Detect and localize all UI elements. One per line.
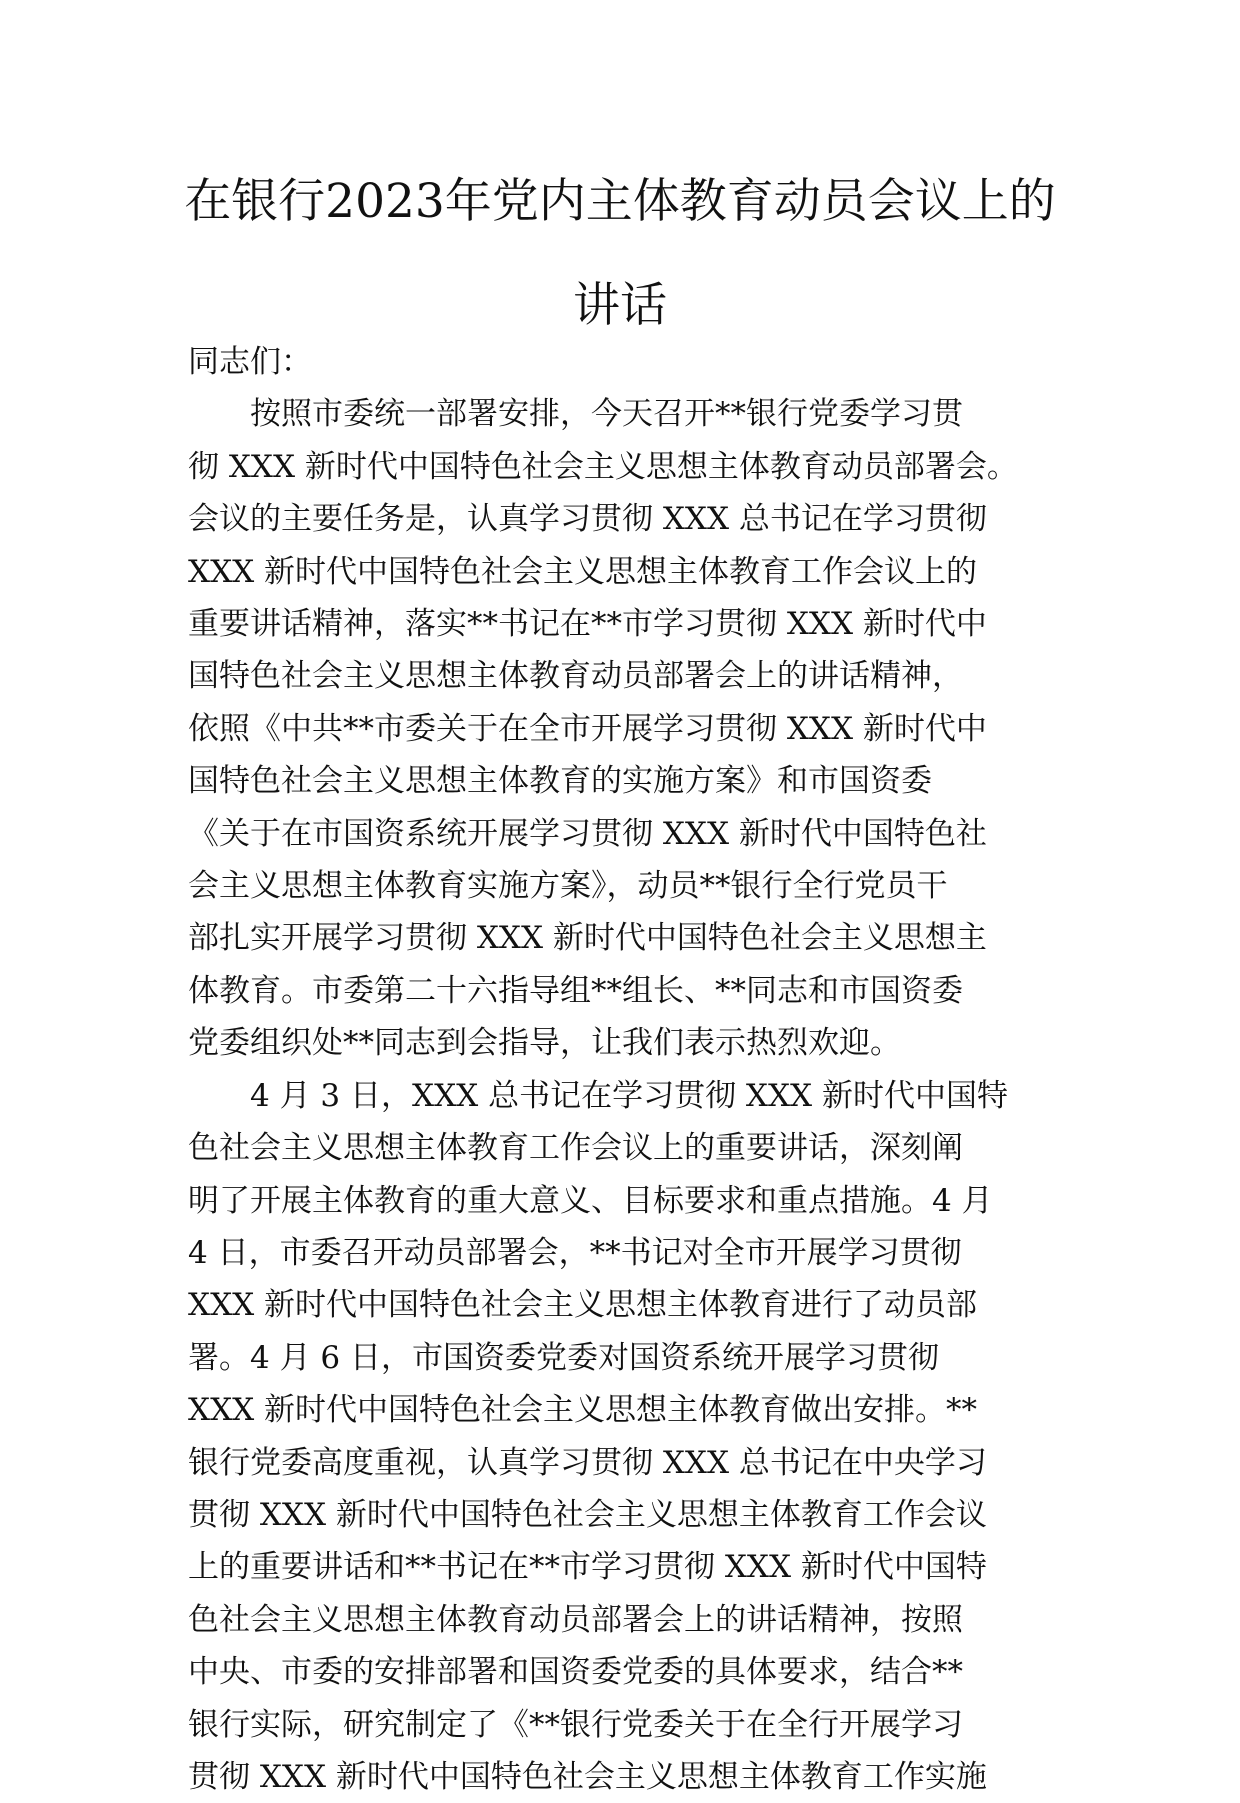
text-line: XXX 新时代中国特色社会主义思想主体教育做出安排。**	[188, 1392, 978, 1429]
document-title	[150, 150, 1090, 358]
salutation: 同志们：	[188, 344, 312, 380]
text-line: 党委组织处**同志到会指导，让我们表示热烈欢迎。	[188, 1025, 901, 1062]
text-line: 色社会主义思想主体教育动员部署会上的讲话精神，按照	[188, 1601, 963, 1638]
text-line: 署。4 月 6 日，市国资委党委对国资系统开展学习贯彻	[188, 1339, 940, 1376]
title-line-2: 讲话	[573, 278, 667, 333]
text-line: 中央、市委的安排部署和国资委党委的具体要求，结合**	[188, 1654, 963, 1691]
text-line: XXX 新时代中国特色社会主义思想主体教育工作会议上的	[188, 553, 978, 590]
text-line: 部扎实开展学习贯彻 XXX 新时代中国特色社会主义思想主	[188, 920, 987, 957]
text-line: 按照市委统一部署安排，今天召开**银行党委学习贯	[250, 396, 963, 433]
paragraph-2	[188, 1070, 1066, 1803]
text-line: 4 日，市委召开动员部署会，**书记对全市开展学习贯彻	[188, 1234, 962, 1271]
title-line-1: 在银行2023年党内主体教育动员会议上的	[184, 174, 1056, 229]
text-line: 会议的主要任务是，认真学习贯彻 XXX 总书记在学习贯彻	[188, 501, 987, 538]
text-line: 贯彻 XXX 新时代中国特色社会主义思想主体教育工作实施	[188, 1758, 987, 1795]
speech-body	[188, 336, 1066, 1803]
text-line: 彻 XXX 新时代中国特色社会主义思想主体教育动员部署会。	[188, 448, 1018, 485]
text-line: 国特色社会主义思想主体教育动员部署会上的讲话精神，	[188, 658, 963, 695]
text-line: 银行党委高度重视，认真学习贯彻 XXX 总书记在中央学习	[188, 1444, 987, 1481]
paragraph-1	[188, 388, 1066, 1069]
text-line: 会主义思想主体教育实施方案》，动员**银行全行党员干	[188, 868, 948, 905]
text-line: 国特色社会主义思想主体教育的实施方案》和市国资委	[188, 763, 932, 800]
text-line: 4 月 3 日，XXX 总书记在学习贯彻 XXX 新时代中国特	[250, 1077, 1008, 1114]
text-line: 贯彻 XXX 新时代中国特色社会主义思想主体教育工作会议	[188, 1496, 987, 1533]
text-line: 《关于在市国资系统开展学习贯彻 XXX 新时代中国特色社	[188, 815, 987, 852]
text-line: 色社会主义思想主体教育工作会议上的重要讲话，深刻阐	[188, 1130, 963, 1167]
text-line: 上的重要讲话和**书记在**市学习贯彻 XXX 新时代中国特	[188, 1549, 987, 1586]
text-line: 依照《中共**市委关于在全市开展学习贯彻 XXX 新时代中	[188, 710, 987, 747]
text-line: 重要讲话精神，落实**书记在**市学习贯彻 XXX 新时代中	[188, 606, 987, 643]
text-line: 银行实际，研究制定了《**银行党委关于在全行开展学习	[188, 1706, 963, 1743]
text-line: 明了开展主体教育的重大意义、目标要求和重点措施。4 月	[188, 1182, 993, 1219]
text-line: 体教育。市委第二十六指导组**组长、**同志和市国资委	[188, 972, 963, 1009]
text-line: XXX 新时代中国特色社会主义思想主体教育进行了动员部	[188, 1287, 978, 1324]
